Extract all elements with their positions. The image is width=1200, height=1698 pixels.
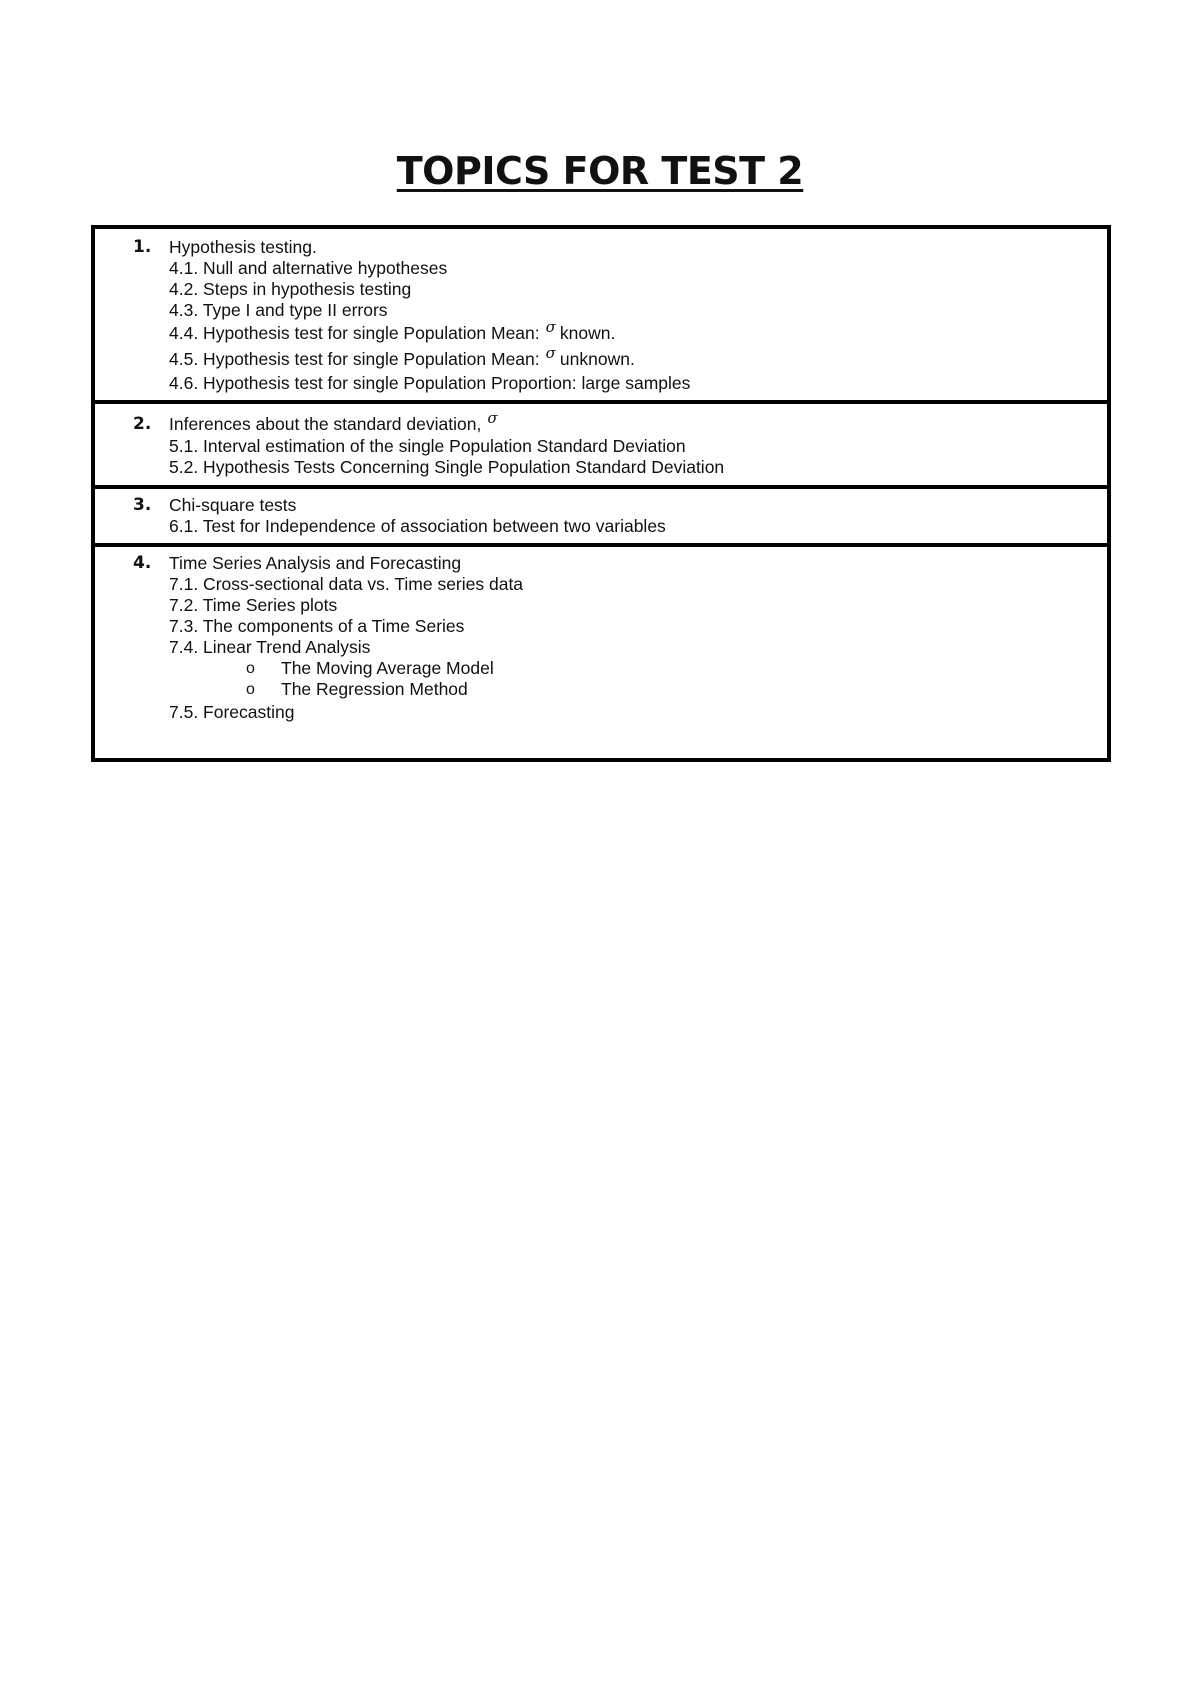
- subtopic-suffix: unknown.: [559, 349, 635, 369]
- section-number: 1.: [133, 237, 152, 257]
- bullet-marker: o: [246, 681, 255, 698]
- bullet-text: The Moving Average Model: [281, 658, 494, 678]
- subtopic: 4.6. Hypothesis test for single Population Proportion: large samples: [169, 373, 691, 393]
- topic-section-2: [95, 400, 1107, 485]
- section-heading: Hypothesis testing.: [169, 237, 317, 257]
- section-heading: [95, 409, 1107, 436]
- topics-table: [91, 225, 1111, 762]
- topic-section-4: [95, 543, 1107, 758]
- page-title-text: TOPICS FOR TEST 2: [396, 149, 804, 193]
- section-number: 4.: [133, 553, 152, 573]
- subtopic: 7.5. Forecasting: [169, 702, 295, 722]
- subtopic: 5.2. Hypothesis Tests Concerning Single Population Standard Deviation: [169, 457, 725, 477]
- bullet-item: [95, 679, 1107, 700]
- bullet-item: [95, 658, 1107, 679]
- section-number: 2.: [133, 414, 152, 434]
- section-number: 3.: [133, 495, 152, 515]
- page-title: [0, 148, 1200, 194]
- subtopic: 7.2. Time Series plots: [169, 595, 338, 615]
- sigma-symbol: σ: [487, 409, 498, 427]
- subtopic: 7.4. Linear Trend Analysis: [169, 637, 371, 657]
- subtopic: [95, 318, 1107, 347]
- subtopic: 4.2. Steps in hypothesis testing: [169, 279, 412, 299]
- subtopic-text: 4.5. Hypothesis test for single Population Mean:: [169, 349, 540, 369]
- subtopic-suffix: known.: [559, 323, 616, 343]
- subtopic: 7.3. The components of a Time Series: [169, 616, 465, 636]
- bullet-text: The Regression Method: [281, 679, 468, 699]
- topic-section-1: [95, 229, 1107, 400]
- bullet-marker: o: [246, 660, 255, 677]
- subtopic: 7.1. Cross-sectional data vs. Time series data: [169, 574, 524, 594]
- subtopic: [95, 344, 1107, 373]
- subtopic-text: 4.4. Hypothesis test for single Population Mean:: [169, 323, 540, 343]
- section-heading: Chi-square tests: [169, 495, 297, 515]
- subtopic: 5.1. Interval estimation of the single Population Standard Deviation: [169, 436, 686, 456]
- subtopic: 6.1. Test for Independence of association between two variables: [169, 516, 666, 536]
- sigma-symbol: σ: [545, 318, 556, 336]
- subtopic: 4.3. Type I and type II errors: [169, 300, 388, 320]
- section-heading: Time Series Analysis and Forecasting: [169, 553, 462, 573]
- topic-section-3: [95, 485, 1107, 543]
- section-heading-text: Inferences about the standard deviation,: [169, 414, 482, 434]
- subtopic: 4.1. Null and alternative hypotheses: [169, 258, 448, 278]
- sigma-symbol: σ: [545, 344, 556, 362]
